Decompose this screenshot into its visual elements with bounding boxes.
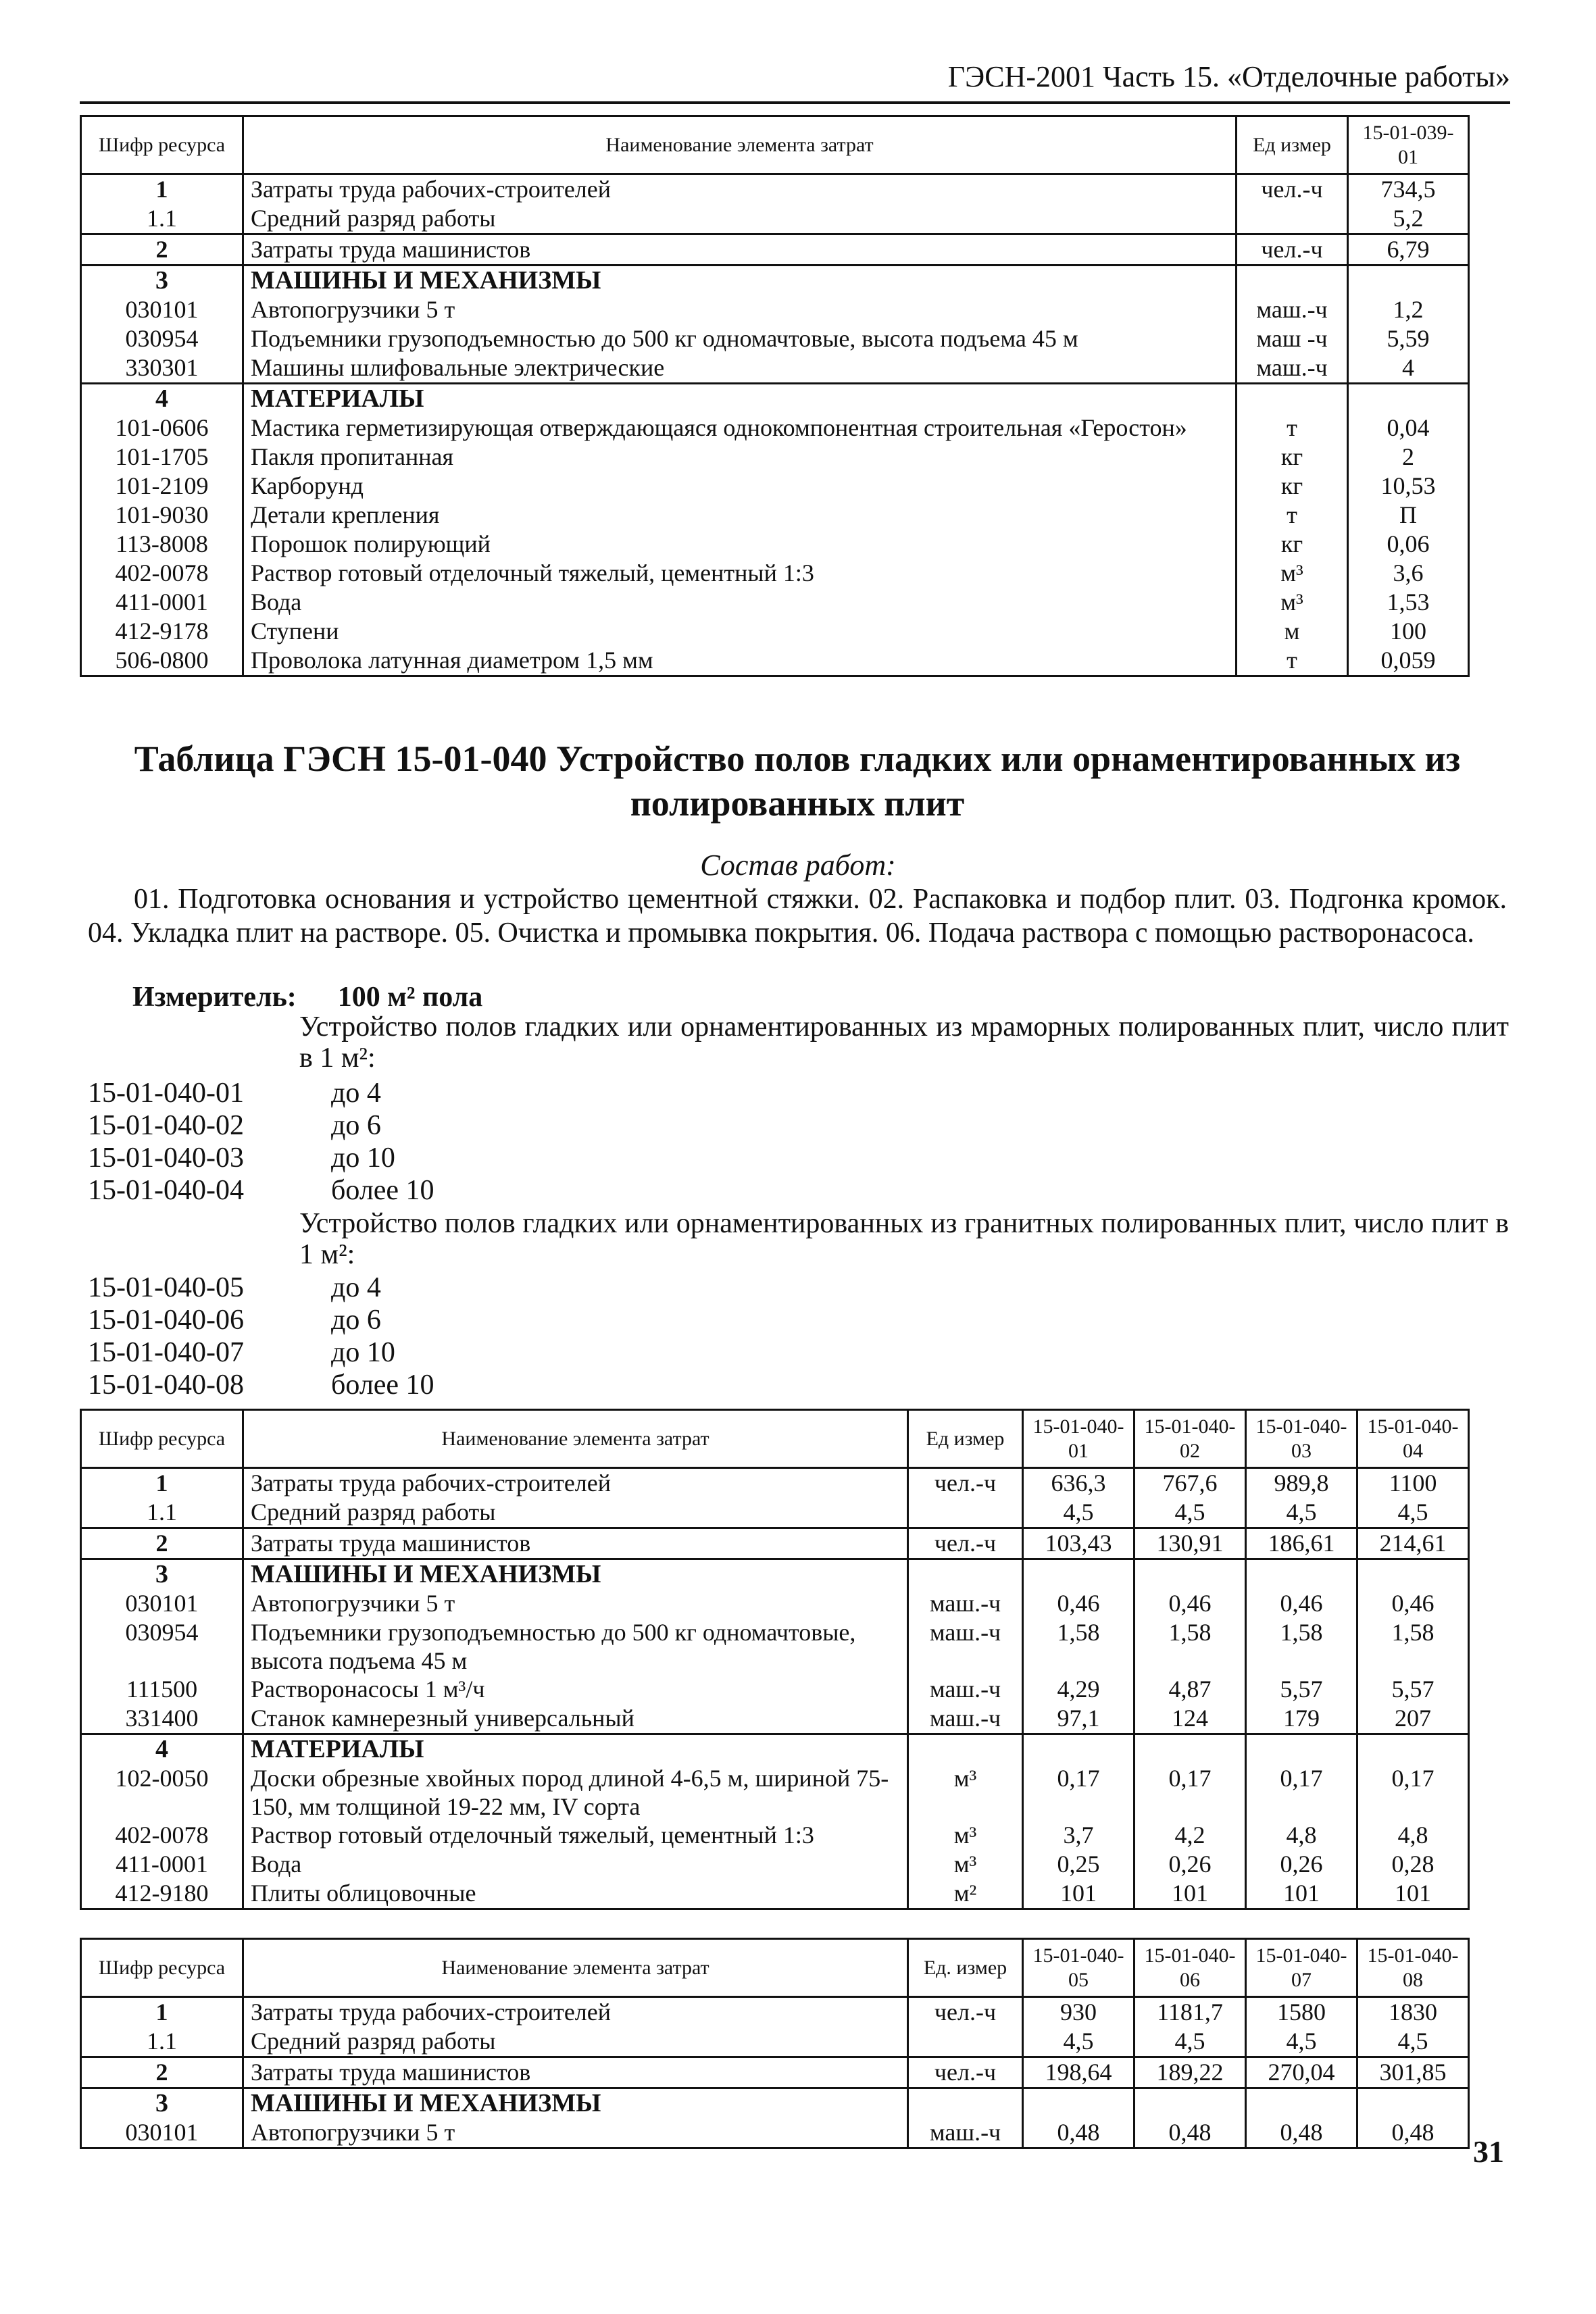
resource-code: 101-1705 [81, 443, 243, 472]
resource-code: 3 [81, 266, 243, 296]
composition-text: 01. Подготовка основания и устройство цементной стяжки. 02. Распаковка и подбор плит. 03. Подгонка кромок. 04. Укладка плит на растворе. 05. Очистка и промывка покрытия. 06. Подача раствора с помощью растворонасоса. [88, 884, 1507, 949]
norm-value: 5,57 [1357, 1675, 1469, 1704]
norm-value: 0,46 [1134, 1589, 1246, 1618]
group1-description: Устройство полов гладких или орнаментированных из мраморных полированных плит, число плит в 1 м²: [299, 1011, 1509, 1074]
unit [1237, 384, 1348, 414]
norm-value [1246, 2088, 1357, 2119]
norm-value: 0,46 [1246, 1589, 1357, 1618]
unit: т [1237, 501, 1348, 530]
table-row [81, 1879, 1469, 1909]
norm-value: 0,26 [1134, 1850, 1246, 1879]
norm-value [1246, 1559, 1357, 1590]
header-norm: 15-01-040-02 [1134, 1410, 1246, 1468]
norm-value: 0,26 [1246, 1850, 1357, 1879]
resource-code: 1 [81, 174, 243, 205]
cost-element-name: Ступени [243, 617, 1237, 646]
norm-value: 101 [1357, 1879, 1469, 1909]
unit: м³ [908, 1764, 1023, 1821]
resource-code: 4 [81, 384, 243, 414]
norm-value: 4,8 [1246, 1821, 1357, 1850]
resource-code: 030101 [81, 295, 243, 324]
norm-value: 4,8 [1357, 1821, 1469, 1850]
norm-label: более 10 [331, 1369, 434, 1401]
norm-value: 4,2 [1134, 1821, 1246, 1850]
norm-value: 124 [1134, 1704, 1246, 1734]
cost-element-name: МАШИНЫ И МЕХАНИЗМЫ [243, 266, 1237, 296]
table-row [81, 1528, 1469, 1559]
unit: кг [1237, 443, 1348, 472]
unit: маш.-ч [908, 1618, 1023, 1675]
table-row [81, 384, 1469, 414]
resource-code: 402-0078 [81, 1821, 243, 1850]
header-norm: 15-01-040-07 [1246, 1939, 1357, 1997]
cost-element-name: Раствор готовый отделочный тяжелый, цементный 1:3 [243, 1821, 908, 1850]
composition-title: Состав работ: [700, 849, 896, 882]
unit: чел.-ч [908, 1468, 1023, 1499]
unit: маш.-ч [908, 1589, 1023, 1618]
table-row [81, 413, 1469, 443]
resource-code: 101-0606 [81, 413, 243, 443]
cost-element-name: Затраты труда машинистов [243, 234, 1237, 266]
cost-element-name: Автопогрузчики 5 т [243, 2118, 908, 2148]
unit: маш.-ч [1237, 353, 1348, 384]
resource-code: 030954 [81, 324, 243, 353]
resource-code: 030101 [81, 1589, 243, 1618]
norm-label: до 4 [331, 1078, 381, 1109]
unit: кг [1237, 530, 1348, 559]
norm-value: 1,58 [1357, 1618, 1469, 1675]
norm-value: 186,61 [1246, 1528, 1357, 1559]
unit: маш.-ч [908, 2118, 1023, 2148]
norm-value: 6,79 [1348, 234, 1469, 266]
resource-code: 4 [81, 1734, 243, 1765]
code-line [88, 1272, 381, 1304]
table-row [81, 646, 1469, 676]
header-name: Наименование элемента затрат [243, 1939, 908, 1997]
norm-value: 1580 [1246, 1997, 1357, 2028]
header-unit: Ед измер [1237, 116, 1348, 174]
code-line [88, 1077, 381, 1109]
table-row [81, 174, 1469, 205]
table-row [81, 472, 1469, 501]
table-row [81, 1589, 1469, 1618]
resource-code: 102-0050 [81, 1764, 243, 1821]
norm-value: 189,22 [1134, 2057, 1246, 2088]
header-unit: Ед. измер [908, 1939, 1023, 1997]
unit: кг [1237, 472, 1348, 501]
table-row [81, 353, 1469, 384]
unit: м³ [1237, 588, 1348, 617]
header-norm: 15-01-040-08 [1357, 1939, 1469, 1997]
norm-value: 2 [1348, 443, 1469, 472]
norm-value: 0,28 [1357, 1850, 1469, 1879]
norm-value: 207 [1357, 1704, 1469, 1734]
norm-label: до 10 [331, 1337, 395, 1368]
cost-element-name: МАТЕРИАЛЫ [243, 384, 1237, 414]
unit: чел.-ч [908, 1997, 1023, 2028]
norm-code: 15-01-040-07 [88, 1337, 244, 1368]
header-code: Шифр ресурса [81, 116, 243, 174]
resource-code: 1 [81, 1997, 243, 2028]
norm-value: 0,17 [1134, 1764, 1246, 1821]
code-line [88, 1336, 395, 1369]
norm-value: 1830 [1357, 1997, 1469, 2028]
resource-code: 1 [81, 1468, 243, 1499]
table-row [81, 1997, 1469, 2028]
norm-value: 4,29 [1023, 1675, 1134, 1704]
norm-label: более 10 [331, 1175, 434, 1206]
cost-element-name: Подъемники грузоподъемностью до 500 кг одномачтовые, высота подъема 45 м [243, 1618, 908, 1675]
header-code: Шифр ресурса [81, 1939, 243, 1997]
unit [908, 1498, 1023, 1528]
cost-element-name: МАШИНЫ И МЕХАНИЗМЫ [243, 2088, 908, 2119]
measure-value: 100 м² пола [337, 982, 483, 1013]
norm-value: 301,85 [1357, 2057, 1469, 2088]
cost-element-name: Станок камнерезный универсальный [243, 1704, 908, 1734]
code-line [88, 1142, 395, 1174]
table-row [81, 2118, 1469, 2148]
page-number: 31 [1473, 2134, 1504, 2169]
cost-element-name: Плиты облицовочные [243, 1879, 908, 1909]
table-row [81, 324, 1469, 353]
norm-value [1134, 2088, 1246, 2119]
resource-code: 412-9180 [81, 1879, 243, 1909]
norm-value: 3,7 [1023, 1821, 1134, 1850]
norm-value [1246, 1734, 1357, 1765]
table-row [81, 204, 1469, 234]
table-row [81, 1468, 1469, 1499]
header-norm: 15-01-040-03 [1246, 1410, 1357, 1468]
norm-label: до 10 [331, 1142, 395, 1174]
unit [908, 1734, 1023, 1765]
norm-value [1357, 2088, 1469, 2119]
cost-element-name: Вода [243, 1850, 908, 1879]
unit: м³ [908, 1821, 1023, 1850]
table-row [81, 266, 1469, 296]
norm-value: 1,58 [1134, 1618, 1246, 1675]
cost-element-name: Автопогрузчики 5 т [243, 295, 1237, 324]
unit: чел.-ч [1237, 174, 1348, 205]
header-name: Наименование элемента затрат [243, 116, 1237, 174]
unit: м [1237, 617, 1348, 646]
resource-code: 030954 [81, 1618, 243, 1675]
unit: т [1237, 413, 1348, 443]
cost-element-name: МАШИНЫ И МЕХАНИЗМЫ [243, 1559, 908, 1590]
norm-value: 103,43 [1023, 1528, 1134, 1559]
table-header-row [81, 1410, 1469, 1468]
norm-value [1134, 1734, 1246, 1765]
measure-label: Измеритель: [132, 982, 297, 1013]
norm-value [1348, 266, 1469, 296]
norm-code: 15-01-040-04 [88, 1175, 244, 1206]
resource-code: 3 [81, 1559, 243, 1590]
resource-code: 113-8008 [81, 530, 243, 559]
resource-code: 331400 [81, 1704, 243, 1734]
code-line [88, 1109, 381, 1142]
norm-value: 1,53 [1348, 588, 1469, 617]
unit: чел.-ч [908, 2057, 1023, 2088]
norm-value: 101 [1246, 1879, 1357, 1909]
header-rule [80, 101, 1510, 104]
norm-value: 1181,7 [1134, 1997, 1246, 2028]
code-line [88, 1174, 434, 1207]
cost-element-name: МАТЕРИАЛЫ [243, 1734, 908, 1765]
norm-value: 0,46 [1357, 1589, 1469, 1618]
resource-code: 2 [81, 234, 243, 266]
unit: м³ [908, 1850, 1023, 1879]
cost-element-name: Детали крепления [243, 501, 1237, 530]
norm-value: 0,059 [1348, 646, 1469, 676]
norm-value: 4,5 [1246, 1498, 1357, 1528]
norm-value: 0,46 [1023, 1589, 1134, 1618]
resource-code: 101-2109 [81, 472, 243, 501]
norm-value: 1,2 [1348, 295, 1469, 324]
norm-value: 0,48 [1134, 2118, 1246, 2148]
header-norm: 15-01-040-06 [1134, 1939, 1246, 1997]
unit: маш.-ч [1237, 295, 1348, 324]
norm-value: 1,58 [1246, 1618, 1357, 1675]
code-line [88, 1369, 434, 1401]
unit: маш.-ч [908, 1675, 1023, 1704]
norm-value: 214,61 [1357, 1528, 1469, 1559]
resource-table-040-01-04 [80, 1409, 1470, 1910]
cost-element-name: Затраты труда машинистов [243, 1528, 908, 1559]
table-row [81, 1704, 1469, 1734]
unit: маш.-ч [908, 1704, 1023, 1734]
resource-code: 2 [81, 1528, 243, 1559]
norm-value: 0,06 [1348, 530, 1469, 559]
norm-value [1348, 384, 1469, 414]
norm-value: 4 [1348, 353, 1469, 384]
norm-code: 15-01-040-06 [88, 1305, 244, 1336]
table-row [81, 559, 1469, 588]
cost-element-name: Доски обрезные хвойных пород длиной 4-6,5 м, шириной 75-150, мм толщиной 19-22 мм, IV сорта [243, 1764, 908, 1821]
measure-line [132, 981, 482, 1013]
table-row [81, 1559, 1469, 1590]
table-row [81, 295, 1469, 324]
header-norm: 15-01-040-04 [1357, 1410, 1469, 1468]
norm-value: 4,5 [1246, 2027, 1357, 2057]
table-row [81, 1498, 1469, 1528]
resource-code: 412-9178 [81, 617, 243, 646]
cost-element-name: Затраты труда рабочих-строителей [243, 1997, 908, 2028]
unit [1237, 266, 1348, 296]
unit: маш -ч [1237, 324, 1348, 353]
norm-value [1023, 2088, 1134, 2119]
table-row [81, 617, 1469, 646]
norm-label: до 4 [331, 1272, 381, 1303]
resource-code: 101-9030 [81, 501, 243, 530]
resource-code: 030101 [81, 2118, 243, 2148]
cost-element-name: Средний разряд работы [243, 204, 1237, 234]
norm-value: 3,6 [1348, 559, 1469, 588]
norm-label: до 6 [331, 1305, 381, 1336]
norm-value: 5,2 [1348, 204, 1469, 234]
norm-value: 4,5 [1134, 1498, 1246, 1528]
resource-code: 506-0800 [81, 646, 243, 676]
norm-code: 15-01-040-05 [88, 1272, 244, 1303]
table-body [81, 1997, 1469, 2148]
header-code: Шифр ресурса [81, 1410, 243, 1468]
group2-description: Устройство полов гладких или орнаментированных из гранитных полированных плит, число плит в 1 м²: [299, 1208, 1509, 1270]
cost-element-name: Пакля пропитанная [243, 443, 1237, 472]
cost-element-name: Вода [243, 588, 1237, 617]
norm-value: 5,59 [1348, 324, 1469, 353]
cost-element-name: Карборунд [243, 472, 1237, 501]
unit [1237, 204, 1348, 234]
table-row [81, 1850, 1469, 1879]
norm-value [1023, 1559, 1134, 1590]
cost-element-name: Проволока латунная диаметром 1,5 мм [243, 646, 1237, 676]
cost-element-name: Раствор готовый отделочный тяжелый, цементный 1:3 [243, 559, 1237, 588]
norm-value: 179 [1246, 1704, 1357, 1734]
cost-element-name: Подъемники грузоподъемностью до 500 кг одномачтовые, высота подъема 45 м [243, 324, 1237, 353]
table-row [81, 530, 1469, 559]
unit [908, 2027, 1023, 2057]
table-header-row [81, 116, 1469, 174]
norm-value: 0,48 [1023, 2118, 1134, 2148]
table-title: Таблица ГЭСН 15-01-040 Устройство полов гладких или орнаментированных из полированных плит [134, 738, 1461, 824]
resource-code: 3 [81, 2088, 243, 2119]
table-body [81, 1468, 1469, 1909]
resource-code: 330301 [81, 353, 243, 384]
norm-value: 0,48 [1246, 2118, 1357, 2148]
norm-value: 4,5 [1357, 1498, 1469, 1528]
cost-element-name: Растворонасосы 1 м³/ч [243, 1675, 908, 1704]
unit: чел.-ч [1237, 234, 1348, 266]
norm-value: 4,5 [1023, 2027, 1134, 2057]
unit [908, 2088, 1023, 2119]
unit: м² [908, 1879, 1023, 1909]
table-row [81, 1764, 1469, 1821]
cost-element-name: Машины шлифовальные электрические [243, 353, 1237, 384]
cost-element-name: Затраты труда рабочих-строителей [243, 1468, 908, 1499]
resource-table-039 [80, 115, 1470, 677]
resource-table-040-05-08 [80, 1938, 1470, 2149]
table-body [81, 174, 1469, 676]
cost-element-name: Затраты труда машинистов [243, 2057, 908, 2088]
norm-value: 767,6 [1134, 1468, 1246, 1499]
norm-value: 1100 [1357, 1468, 1469, 1499]
norm-value: 0,04 [1348, 413, 1469, 443]
resource-code: 1.1 [81, 204, 243, 234]
norm-value: 636,3 [1023, 1468, 1134, 1499]
norm-value: 4,87 [1134, 1675, 1246, 1704]
norm-value: 0,17 [1023, 1764, 1134, 1821]
table-row [81, 1821, 1469, 1850]
resource-code: 411-0001 [81, 1850, 243, 1879]
norm-code: 15-01-040-02 [88, 1110, 244, 1141]
table-row [81, 2057, 1469, 2088]
norm-value: 101 [1134, 1879, 1246, 1909]
table-row [81, 234, 1469, 266]
resource-code: 111500 [81, 1675, 243, 1704]
table-row [81, 1618, 1469, 1675]
norm-value: 989,8 [1246, 1468, 1357, 1499]
cost-element-name: Мастика герметизирующая отверждающаяся однокомпонентная строительная «Геростон» [243, 413, 1237, 443]
norm-value: 4,5 [1134, 2027, 1246, 2057]
norm-value [1357, 1734, 1469, 1765]
norm-value: 101 [1023, 1879, 1134, 1909]
norm-value: 5,57 [1246, 1675, 1357, 1704]
norm-code: 15-01-040-03 [88, 1142, 244, 1174]
norm-value: 0,48 [1357, 2118, 1469, 2148]
cost-element-name: Порошок полирующий [243, 530, 1237, 559]
unit: чел.-ч [908, 1528, 1023, 1559]
table-header-row [81, 1939, 1469, 1997]
table-row [81, 501, 1469, 530]
norm-value: 4,5 [1357, 2027, 1469, 2057]
unit [908, 1559, 1023, 1590]
table-row [81, 1675, 1469, 1704]
norm-value: 0,17 [1246, 1764, 1357, 1821]
norm-value: 0,17 [1357, 1764, 1469, 1821]
norm-value: 10,53 [1348, 472, 1469, 501]
header-norm: 15-01-039-01 [1348, 116, 1469, 174]
cost-element-name: Автопогрузчики 5 т [243, 1589, 908, 1618]
code-line [88, 1304, 381, 1336]
norm-value: 198,64 [1023, 2057, 1134, 2088]
norm-value: 270,04 [1246, 2057, 1357, 2088]
norm-value: 130,91 [1134, 1528, 1246, 1559]
norm-value: 734,5 [1348, 174, 1469, 205]
norm-value [1134, 1559, 1246, 1590]
table-row [81, 443, 1469, 472]
table-row [81, 1734, 1469, 1765]
cost-element-name: Затраты труда рабочих-строителей [243, 174, 1237, 205]
norm-value: 4,5 [1023, 1498, 1134, 1528]
norm-value [1357, 1559, 1469, 1590]
norm-value: 97,1 [1023, 1704, 1134, 1734]
norm-value: 0,25 [1023, 1850, 1134, 1879]
norm-value: 1,58 [1023, 1618, 1134, 1675]
cost-element-name: Средний разряд работы [243, 1498, 908, 1528]
running-header: ГЭСН-2001 Часть 15. «Отделочные работы» [947, 60, 1510, 93]
header-unit: Ед измер [908, 1410, 1023, 1468]
cost-element-name: Средний разряд работы [243, 2027, 908, 2057]
header-norm: 15-01-040-01 [1023, 1410, 1134, 1468]
resource-code: 411-0001 [81, 588, 243, 617]
norm-code: 15-01-040-01 [88, 1078, 244, 1109]
header-name: Наименование элемента затрат [243, 1410, 908, 1468]
table-row [81, 2088, 1469, 2119]
table-row [81, 588, 1469, 617]
resource-code: 2 [81, 2057, 243, 2088]
resource-code: 1.1 [81, 1498, 243, 1528]
norm-value: 930 [1023, 1997, 1134, 2028]
resource-code: 1.1 [81, 2027, 243, 2057]
norm-value: П [1348, 501, 1469, 530]
norm-label: до 6 [331, 1110, 381, 1141]
unit: м³ [1237, 559, 1348, 588]
header-norm: 15-01-040-05 [1023, 1939, 1134, 1997]
norm-value [1023, 1734, 1134, 1765]
unit: т [1237, 646, 1348, 676]
norm-code: 15-01-040-08 [88, 1369, 244, 1401]
norm-value: 100 [1348, 617, 1469, 646]
table-row [81, 2027, 1469, 2057]
resource-code: 402-0078 [81, 559, 243, 588]
